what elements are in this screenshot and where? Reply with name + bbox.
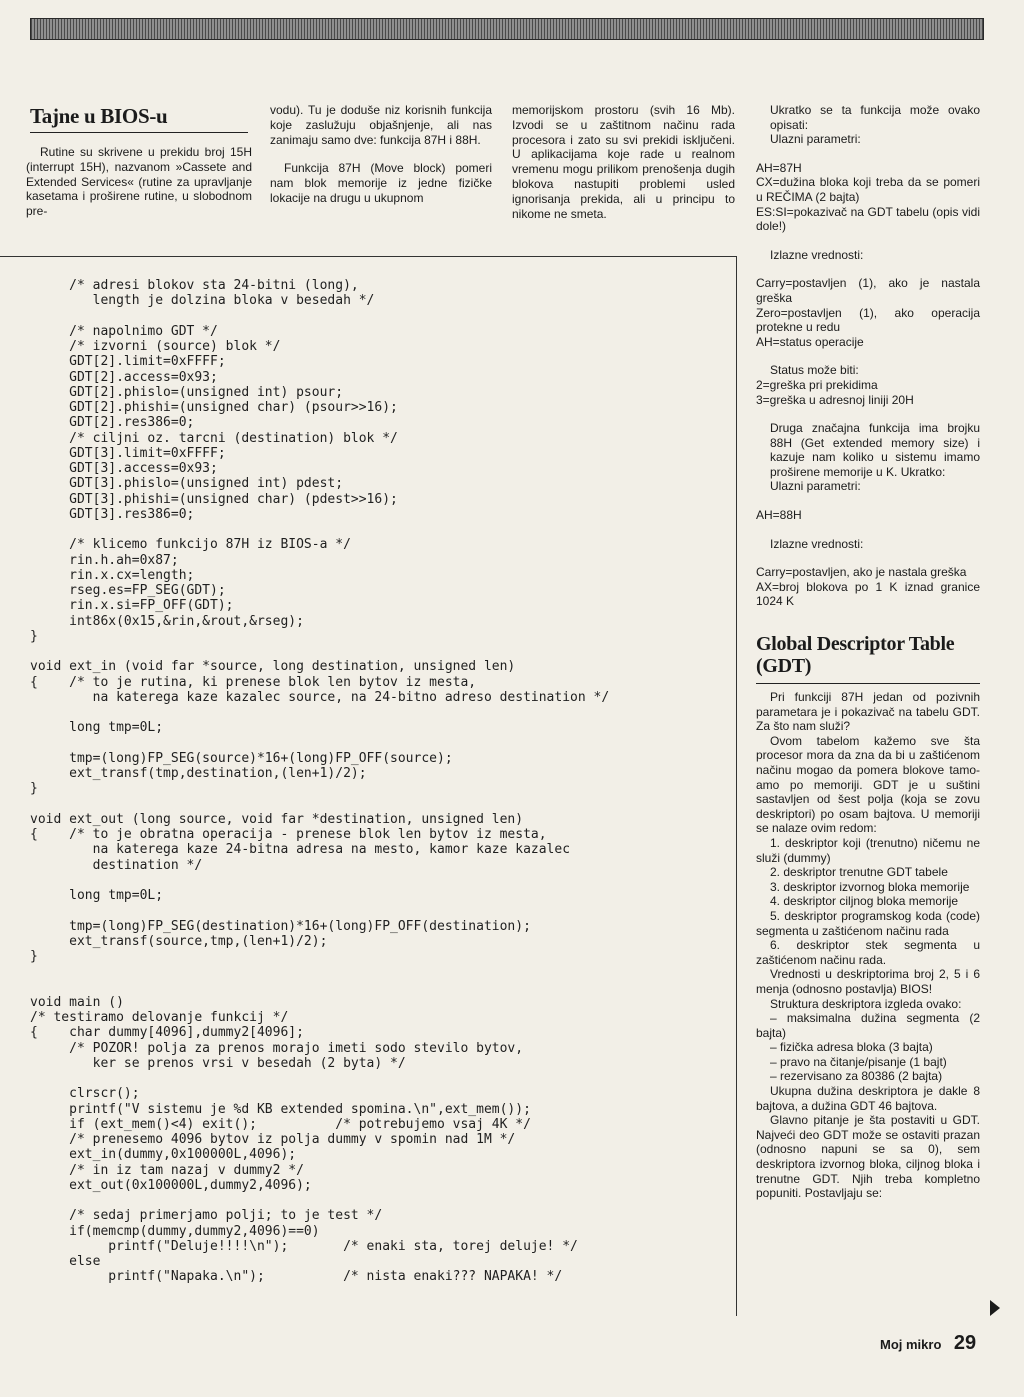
- gdt-paragraph: – pravo na čitanje/pisanje (1 bajt): [770, 1054, 947, 1069]
- gdt-paragraph: Vrednosti u deskriptorima broj 2, 5 i 6 menja (odnosno postavlja) BIOS!: [756, 967, 980, 996]
- sidebar-line: Status može biti:: [770, 363, 859, 378]
- sidebar-line: Ulazni parametri:: [770, 132, 861, 147]
- sidebar-line: Carry=postavljen, ako je nastala greška: [756, 565, 967, 580]
- function-description: [756, 103, 980, 609]
- sidebar-column: [756, 103, 980, 1201]
- gdt-paragraph: 6. deskriptor stek segmenta u zaštićenom načinu rada.: [756, 938, 980, 967]
- spacer: [756, 262, 980, 276]
- gdt-paragraph: – fizička adresa bloka (3 bajta): [770, 1040, 933, 1055]
- gdt-section-title: Global Descriptor Table (GDT): [756, 633, 955, 678]
- spacer: [756, 349, 980, 363]
- spacer: [756, 523, 980, 537]
- sidebar-line: 2=greška pri prekidima: [756, 377, 878, 392]
- gdt-paragraph: 1. deskriptor koji (trenutno) ničemu ne služi (dummy): [756, 835, 980, 865]
- sidebar-line: CX=dužina bloka koji treba da se pomeri u REČIMA (2 bajta): [756, 175, 980, 204]
- article-column-3: [512, 103, 735, 221]
- sidebar-line: AH=87H: [756, 160, 802, 175]
- gdt-paragraph: 3. deskriptor izvornog bloka memorije: [770, 879, 970, 894]
- column-3-paragraph: memorijskom prostoru (svih 16 Mb). Izvodi se u zaštitnom načinu rada procesora i zato su svi prekidi isključeni. U aplikacijama koje rade u realnom vremenu mogu prilikom prenošenja dugih blokova nastupiti problemi usled ignorisanja prekida, ali u principu to nikome ne smeta.: [512, 103, 735, 221]
- magazine-name: Moj mikro: [880, 1337, 942, 1352]
- spacer: [756, 551, 980, 565]
- article-column-2: [270, 103, 492, 206]
- intro-paragraph: Rutine su skrivene u prekidu broj 15H (interrupt 15H), nazvanom »Cassete and Extended Services« (rutine za upravljanje kasetama i proširene rutine, u slobodnom pre-: [26, 145, 252, 219]
- spacer: [756, 147, 980, 161]
- page-footer: [880, 1332, 976, 1355]
- continue-arrow-icon: [990, 1300, 1000, 1316]
- sidebar-line: Izlazne vrednosti:: [770, 247, 864, 262]
- gdt-paragraph: 4. deskriptor ciljnog bloka memorije: [770, 894, 959, 909]
- sidebar-line: Carry=postavljen (1), ako je nastala greška: [756, 276, 980, 305]
- gdt-paragraph: Ovom tabelom kažemo sve šta procesor mora da zna da bi u zaštićenom načinu mogao da pomera blokove tamo-amo po memoriji. GDT je u suštini sastavljen od šest polja (koja se zovu deskriptori) po osam bajtova. U memoriji se nalaze ovim redom:: [756, 733, 980, 836]
- code-frame-top: [0, 256, 736, 257]
- gdt-paragraph: 5. deskriptor programskog koda (code) segmenta u zaštićenom načinu rada: [756, 908, 980, 938]
- sidebar-line: Zero=postavljen (1), ako operacija protekne u redu: [756, 305, 980, 335]
- gdt-paragraph: Glavno pitanje je šta postaviti u GDT. Najveći deo GDT može se ostaviti prazan (odnosno napuni se sa 0), sem deskriptora izvornog bloka, ciljnog bloka i trenutne GDT. Njih treba kompletno popuniti. Postavljaju se:: [756, 1113, 980, 1201]
- sidebar-line: Izlazne vrednosti:: [770, 536, 864, 551]
- sidebar-line: AH=status operacije: [756, 334, 864, 349]
- gdt-paragraph: – rezervisano za 80386 (2 bajta): [770, 1069, 943, 1084]
- spacer: [756, 407, 980, 421]
- sidebar-line: Ukratko se ta funkcija može ovako opisati:: [770, 103, 980, 132]
- sidebar-line: AX=broj blokova po 1 K iznad granice 1024 K: [756, 579, 980, 609]
- gdt-paragraph: – maksimalna dužina segmenta (2 bajta): [756, 1011, 980, 1040]
- title-underline: [30, 132, 248, 133]
- page-number: 29: [953, 1332, 977, 1354]
- column-2-paragraph-1: vodu). Tu je doduše niz korisnih funkcija koje zaslužuju objašnjenje, ali nas zanimaju samo dve: funkcija 87H i 88H.: [270, 103, 492, 147]
- sidebar-line: Druga značajna funkcija ima brojku 88H (Get extended memory size) i kazuje nam koliko u sistemu imamo proširene memorije u K. Ukratko:: [770, 421, 980, 479]
- header-rule-bar: [30, 18, 984, 40]
- gdt-paragraph: Pri funkciji 87H jedan od pozivnih parametara je i pokazivač na tabelu GDT. Za što nam služi?: [756, 690, 980, 734]
- article-intro: [26, 145, 252, 219]
- gdt-paragraph: Struktura deskriptora izgleda ovako:: [770, 996, 962, 1011]
- gdt-section-body: [756, 690, 980, 1201]
- spacer: [756, 234, 980, 248]
- sidebar-line: AH=88H: [756, 508, 802, 523]
- sidebar-line: 3=greška u adresnoj liniji 20H: [756, 392, 914, 407]
- code-listing: /* adresi blokov sta 24-bitni (long), length je dolzina bloka v besedah */ /* napolnimo GDT */ /* izvorni (source) blok */ GDT[2].limit=0xFFFF; GDT[2].access=0x93; GDT[2].phislo=(unsigned int) psour; GDT[2].phishi=(unsigned char) (psour>>16); GDT[2].res386=0; /* ciljni oz. tarcni (destination) blok */ GDT[3].limit=0xFFFF; GDT[3].access=0x93; GDT[3].phislo=(unsigned int) pdest; GDT[3].phishi=(unsigned char) (pdest>>16); GDT[3].res386=0; /* klicemo funkcijo 87H iz BIOS-a */ rin.h.ah=0x87; rin.x.cx=length; rseg.es=FP_SEG(GDT); rin.x.si=FP_OFF(GDT); int86x(0x15,&rin,&rout,&rseg); } void ext_in (void far *source, long destination, unsigned len) { /* to je rutina, ki prenese blok len bytov iz mesta, na katerega kaze kazalec source, na 24-bitno adreso destination */ long tmp=0L; tmp=(long)FP_SEG(source)*16+(long)FP_OFF(source); ext_transf(tmp,destination,(len+1)/2); } void ext_out (long source, void far *destination, unsigned len) { /* to je obratna operacija - prenese blok len bytov iz mesta, na katerega kaze 24-bitna adresa na mesto, kamor kaze kazalec destination */ long tmp=0L; tmp=(long)FP_SEG(destination)*16+(long)FP_OFF(destination); ext_transf(source,tmp,(len+1)/2); } void main () /* testiramo delovanje funkcij */ { char dummy[4096],dummy2[4096]; /* POZOR! polja za prenos morajo imeti sodo stevilo bytov, ker se prenos vrsi v besedah (2 byta) */ clrscr(); printf("V sistemu je %d KB extended spomina.\n",ext_mem()); if (ext_mem()<4) exit(); /* potrebujemo vsaj 4K */ /* prenesemo 4096 bytov iz polja dummy v spomin nad 1M */ ext_in(dummy,0x100000L,4096); /* in iz tam nazaj v dummy2 */ ext_out(0x100000L,dummy2,4096); /* sedaj primerjamo polji; to je test */ if(memcmp(dummy,dummy2,4096)==0) printf("Deluje!!!!\n"); /* enaki sta, torej deluje! */ else printf("Napaka.\n"); /* nista enaki??? NAPAKA! */: [30, 278, 610, 1285]
- gdt-paragraph: 2. deskriptor trenutne GDT tabele: [770, 865, 948, 880]
- gdt-paragraph: Ukupna dužina deskriptora je dakle 8 bajtova, a dužina GDT 46 bajtova.: [756, 1084, 980, 1113]
- article-title: Tajne u BIOS-u: [30, 104, 168, 128]
- gdt-title-underline: [756, 683, 980, 684]
- spacer: [756, 494, 980, 508]
- sidebar-line: ES:SI=pokazivač na GDT tabelu (opis vidi dole!): [756, 204, 980, 234]
- code-frame-right: [736, 256, 737, 1316]
- column-2-paragraph-2: Funkcija 87H (Move block) pomeri nam blok memorije iz jedne fizičke lokacije na drugu u ukupnom: [270, 161, 492, 205]
- sidebar-line: Ulazni parametri:: [770, 479, 861, 494]
